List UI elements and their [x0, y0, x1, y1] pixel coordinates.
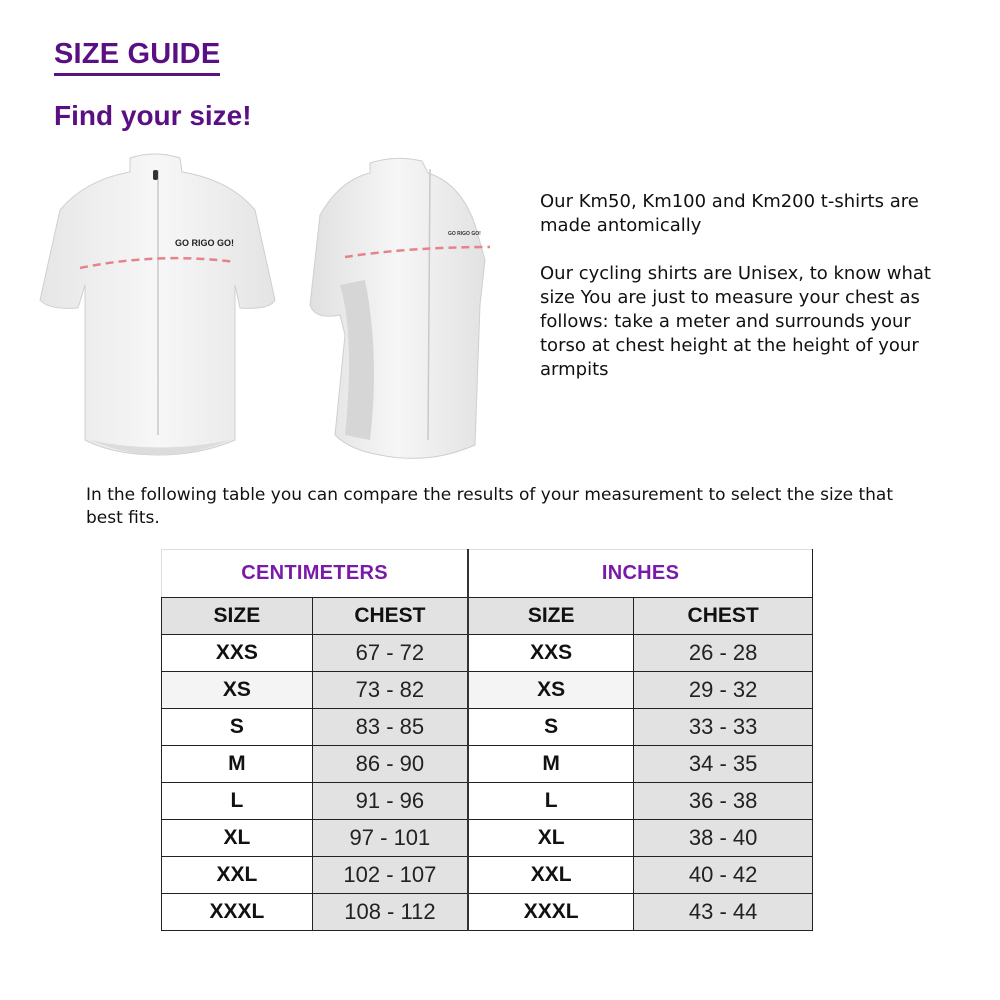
table-row	[162, 635, 813, 672]
size-in-cell: S	[468, 709, 634, 746]
chest-cm-cell: 73 - 82	[312, 672, 468, 709]
women-jersey-image	[300, 155, 495, 465]
size-in-cell: XS	[468, 672, 634, 709]
description-paragraph: Our Km50, Km100 and Km200 t-shirts are made antomically	[540, 191, 919, 236]
chest-in-cell: 34 - 35	[634, 746, 813, 783]
chest-in-cell: 33 - 33	[634, 709, 813, 746]
table-row	[162, 746, 813, 783]
chest-cm-cell: 102 - 107	[312, 857, 468, 894]
column-header-chest: CHEST	[634, 598, 813, 635]
size-cm-cell: XXXL	[162, 894, 313, 931]
group-header-inches: INCHES	[468, 550, 812, 598]
chest-cm-cell: 97 - 101	[312, 820, 468, 857]
chest-cm-cell: 83 - 85	[312, 709, 468, 746]
column-header-chest: CHEST	[312, 598, 468, 635]
table-row	[162, 709, 813, 746]
men-jersey-image	[30, 150, 285, 470]
zipper-pull-icon	[153, 170, 158, 180]
chest-logo: GO RIGO GO!	[448, 231, 481, 237]
chest-in-cell: 43 - 44	[634, 894, 813, 931]
size-in-cell: XXXL	[468, 894, 634, 931]
table-row	[162, 894, 813, 931]
chest-in-cell: 26 - 28	[634, 635, 813, 672]
size-cm-cell: S	[162, 709, 313, 746]
chest-logo: GO RIGO GO!	[175, 238, 235, 248]
size-in-cell: XXS	[468, 635, 634, 672]
size-cm-cell: XL	[162, 820, 313, 857]
size-cm-cell: XXL	[162, 857, 313, 894]
page-title: SIZE GUIDE	[54, 38, 220, 76]
size-in-cell: XL	[468, 820, 634, 857]
description	[540, 190, 950, 406]
chest-in-cell: 38 - 40	[634, 820, 813, 857]
column-header-size: SIZE	[468, 598, 634, 635]
table-row	[162, 820, 813, 857]
page-subtitle: Find your size!	[54, 100, 252, 131]
size-table	[161, 549, 813, 931]
size-in-cell: XXL	[468, 857, 634, 894]
table-row	[162, 783, 813, 820]
chest-in-cell: 29 - 32	[634, 672, 813, 709]
chest-cm-cell: 67 - 72	[312, 635, 468, 672]
group-header-centimeters: CENTIMETERS	[162, 550, 469, 598]
size-cm-cell: XXS	[162, 635, 313, 672]
size-cm-cell: M	[162, 746, 313, 783]
chest-cm-cell: 108 - 112	[312, 894, 468, 931]
chest-cm-cell: 91 - 96	[312, 783, 468, 820]
column-header-size: SIZE	[162, 598, 313, 635]
description-paragraph: Our cycling shirts are Unisex, to know what size You are just to measure your chest as follows: take a meter and surrounds your torso at chest height at the height of your armpits	[540, 263, 931, 380]
size-cm-cell: XS	[162, 672, 313, 709]
size-cm-cell: L	[162, 783, 313, 820]
chest-in-cell: 36 - 38	[634, 783, 813, 820]
chest-in-cell: 40 - 42	[634, 857, 813, 894]
table-row	[162, 672, 813, 709]
size-in-cell: L	[468, 783, 634, 820]
table-row	[162, 857, 813, 894]
chest-cm-cell: 86 - 90	[312, 746, 468, 783]
size-in-cell: M	[468, 746, 634, 783]
table-intro-text: In the following table you can compare the results of your measurement to select the size that best fits.	[86, 485, 894, 528]
